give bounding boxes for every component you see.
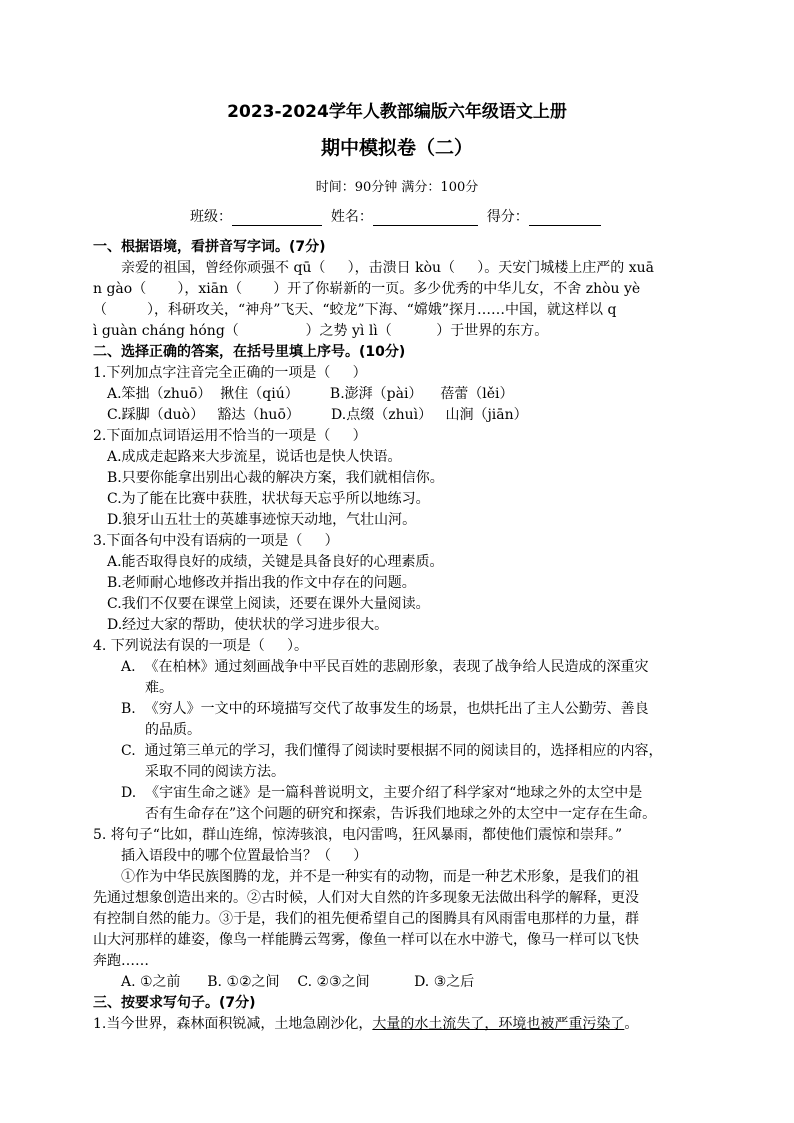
q1-options-ab: A.笨拙（zhuō） 揪住（qiú） B.澎湃（pài） 蓓蕾（lěi） xyxy=(107,386,514,402)
q3-option: C.我们不仅要在课堂上阅读，还要在课外大量阅读。 xyxy=(107,596,430,612)
q4-line: D. 《宇宙生命之谜》是一篇科普说明文，主要介绍了科学家对“地球之外的太空中是 xyxy=(121,785,643,801)
section1-line: n gào（ ），xiān（ ）开了你崭新的一页。多少优秀的中华儿女，不舍 zhòu yè xyxy=(93,281,641,297)
q5-passage-line: 奔跑…… xyxy=(93,953,149,969)
q2-option: A.成成走起路来大步流星，说话也是快人快语。 xyxy=(107,449,402,465)
q5-options: A. ①之前 B. ①②之间 C. ②③之间 D. ③之后 xyxy=(121,974,475,990)
q5-passage-line: ①作为中华民族图腾的龙，并不是一种实有的动物，而是一种艺术形象，是我们的祖 xyxy=(121,869,639,885)
q4-line: 否有生命存在”这个问题的研究和探索，告诉我们地球之外的太空中一定存在生命。 xyxy=(145,806,657,822)
s3-q1 xyxy=(93,1014,638,1034)
q2-stem: 2.下面加点词语运用不恰当的一项是（ ） xyxy=(93,428,367,444)
q1-options-cd: C.踩脚（duò） 豁达（huō） D.点缀（zhuì） 山涧（jiān） xyxy=(107,407,528,423)
section1-line: （ ），科研攻关，“神舟”飞天、“蛟龙”下海、“嫦娥”探月……中国，就这样以 q xyxy=(93,302,617,318)
s3-q1-suffix: 。 xyxy=(624,1016,639,1032)
exam-title: 2023-2024学年人教部编版六年级语文上册 xyxy=(227,102,567,122)
section1-line: ì guàn cháng hóng（ ）之势 yì lì（ ）于世界的东方。 xyxy=(93,323,549,339)
s3-q1-prefix: 1.当今世界，森林面积锐减，土地急剧沙化， xyxy=(93,1016,373,1032)
q4-line: C. 通过第三单元的学习，我们懂得了阅读时要根据不同的阅读目的，选择相应的内容， xyxy=(121,743,663,759)
name-blank xyxy=(373,211,478,226)
student-info-row xyxy=(190,206,601,226)
q3-option: A.能否取得良好的成绩，关键是具备良好的心理素质。 xyxy=(107,554,444,570)
q4-stem: 4. 下列说法有误的一项是（ ）。 xyxy=(93,638,309,654)
section1-heading: 一、根据语境，看拼音写字词。(7分) xyxy=(93,239,326,255)
section3-heading: 三、按要求写句子。(7分) xyxy=(93,995,256,1011)
class-blank xyxy=(232,211,322,226)
q4-line: A. 《在柏林》通过刻画战争中平民百姓的悲剧形象，表现了战争给人民造成的深重灾 xyxy=(121,659,649,675)
section2-heading: 二、选择正确的答案，在括号里填上序号。(10分) xyxy=(93,344,406,360)
q4-line: B. 《穷人》一文中的环境描写交代了故事发生的场景，也烘托出了主人公勤劳、善良 xyxy=(121,701,649,717)
q1-stem: 1.下列加点字注音完全正确的一项是（ ） xyxy=(93,365,367,381)
s3-q1-underlined: 大量的水土流失了，环境也被严重污染了 xyxy=(372,1016,625,1032)
exam-meta: 时间：90分钟 满分：100分 xyxy=(315,180,479,195)
q5-passage-line: 山大河那样的雄姿，像鸟一样能腾云驾雾，像鱼一样可以在水中游弋，像马一样可以飞快 xyxy=(93,932,639,948)
section1-line: 亲爱的祖国，曾经你顽强不 qū（ ），击溃日 kòu（ ）。天安门城楼上庄严的 xuā xyxy=(121,260,655,276)
q2-option: B.只要你能拿出别出心裁的解决方案，我们就相信你。 xyxy=(107,470,444,486)
name-label: 姓名： xyxy=(330,209,373,225)
q4-line: 难。 xyxy=(145,680,173,696)
q2-option: D.狼牙山五壮士的英雄事迹惊天动地，气壮山河。 xyxy=(107,512,417,528)
q3-option: B.老师耐心地修改并指出我的作文中存在的问题。 xyxy=(107,575,416,591)
q5-passage-line: 先通过想象创造出来的。②古时候，人们对大自然的许多现象无法做出科学的解释，更没 xyxy=(93,890,639,906)
q4-line: 采取不同的阅读方法。 xyxy=(145,764,285,780)
q4-line: 的品质。 xyxy=(145,722,201,738)
q5-stem: 5. 将句子“比如，群山连绵，惊涛骇浪，电闪雷鸣，狂风暴雨，都使他们震惊和崇拜。” xyxy=(93,827,623,843)
q3-option: D.经过大家的帮助，使状状的学习进步很大。 xyxy=(107,617,389,633)
class-label: 班级： xyxy=(190,209,232,225)
q5-passage-line: 有控制自然的能力。③于是，我们的祖先便希望自己的图腾具有风雨雷电那样的力量，群 xyxy=(93,911,639,927)
q3-stem: 3.下面各句中没有语病的一项是（ ） xyxy=(93,533,339,549)
score-blank xyxy=(529,211,601,226)
score-label: 得分： xyxy=(486,209,529,225)
q2-option: C.为了能在比赛中获胜，状状每天忘乎所以地练习。 xyxy=(107,491,430,507)
q5-stem-cont: 插入语段中的哪个位置最恰当？（ ） xyxy=(121,848,368,864)
exam-subtitle: 期中模拟卷（二） xyxy=(320,137,473,159)
